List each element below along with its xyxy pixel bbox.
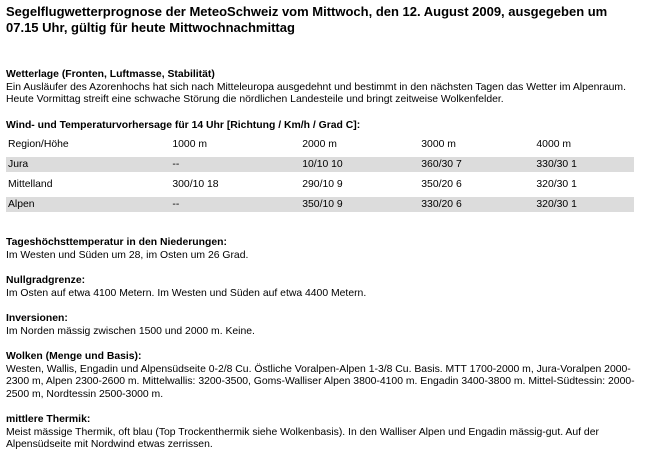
table-row	[6, 177, 634, 192]
table-cell: 330/30 1	[534, 157, 634, 172]
table-cell: 320/30 1	[534, 197, 634, 212]
page-title: Segelflugwetterprognose der MeteoSchweiz vom Mittwoch, den 12. August 2009, ausgegeben um 07.15 Uhr, gültig für heute Mittwochnachmittag	[6, 4, 608, 35]
wetterlage-section	[6, 69, 644, 107]
table-cell: 350/20 6	[421, 179, 462, 190]
table-cell: 10/10 10	[300, 157, 419, 172]
max-temperature-section	[6, 237, 644, 262]
table-cell-region: Alpen	[6, 197, 170, 212]
inversions-section	[6, 313, 644, 338]
table-cell-region: Jura	[6, 157, 170, 172]
table-cell: 300/10 18	[172, 179, 219, 190]
table-row	[6, 157, 634, 172]
clouds-section	[6, 351, 644, 401]
section-heading: mittlere Thermik:	[6, 414, 91, 425]
column-header: 4000 m	[536, 139, 572, 150]
column-header: 2000 m	[302, 139, 337, 150]
section-heading: Inversionen:	[6, 313, 68, 324]
table-header-row	[6, 137, 634, 152]
section-text: Im Norden mässig zwischen 1500 und 2000 m. Keine.	[6, 325, 255, 337]
section-heading: Nullgradgrenze:	[6, 275, 86, 286]
column-header: Region/Höhe	[8, 139, 69, 150]
section-text: Meist mässige Thermik, oft blau (Top Trockenthermik siehe Wolkenbasis). In den Walliser Alpen und Engadin mässig-gut. Auf der Alpensüdseite mit Nordwind etwas zerrissen.	[6, 426, 599, 450]
wetterlage-heading: Wetterlage (Fronten, Luftmasse, Stabilität)	[6, 69, 215, 80]
table-cell: 290/10 9	[302, 179, 343, 190]
column-header: 1000 m	[172, 139, 208, 150]
thermals-section	[6, 414, 644, 452]
table-cell: 360/30 7	[419, 157, 534, 172]
section-heading: Wolken (Menge und Basis):	[6, 351, 142, 362]
wetterlage-text: Ein Ausläufer des Azorenhochs hat sich nach Mitteleuropa ausgedehnt und bestimmt in den nächsten Tagen das Wetter im Alpenraum. Heute Vormittag streift eine schwache Störung die nördlichen Landesteile und bringt zeitweise Wolkenfelder.	[6, 81, 626, 105]
table-cell: 350/10 9	[300, 197, 419, 212]
section-text: Im Westen und Süden um 28, im Osten um 26 Grad.	[6, 249, 249, 261]
section-text: Westen, Wallis, Engadin und Alpensüdseite 0-2/8 Cu. Östliche Voralpen-Alpen 1-3/8 Cu. Basis. MTT 1700-2000 m, Jura-Voralpen 2000-2300 m, Alpen 2300-2600 m. Mittelwallis: 3200-3500, Goms-Walliser Alpen 3800-4100 m. Engadin 3400-3800 m. Mittel-Südtessin: 2000-2500 m, Nordtessin 2500-3000 m.	[6, 363, 635, 400]
table-cell-region: Mittelland	[8, 179, 53, 190]
section-heading: Tageshöchsttemperatur in den Niederungen:	[6, 237, 227, 248]
table-row	[6, 197, 634, 212]
section-text: Im Osten auf etwa 4100 Metern. Im Westen und Süden auf etwa 4400 Metern.	[6, 287, 367, 299]
table-cell: 330/20 6	[419, 197, 534, 212]
column-header: 3000 m	[421, 139, 456, 150]
table-cell: --	[170, 197, 300, 212]
wind-temperature-table	[6, 132, 634, 217]
freezing-level-section	[6, 275, 644, 300]
table-cell: --	[170, 157, 300, 172]
table-cell: 320/30 1	[536, 179, 577, 190]
wind-table-heading: Wind- und Temperaturvorhersage für 14 Uhr [Richtung / Km/h / Grad C]:	[6, 119, 361, 131]
